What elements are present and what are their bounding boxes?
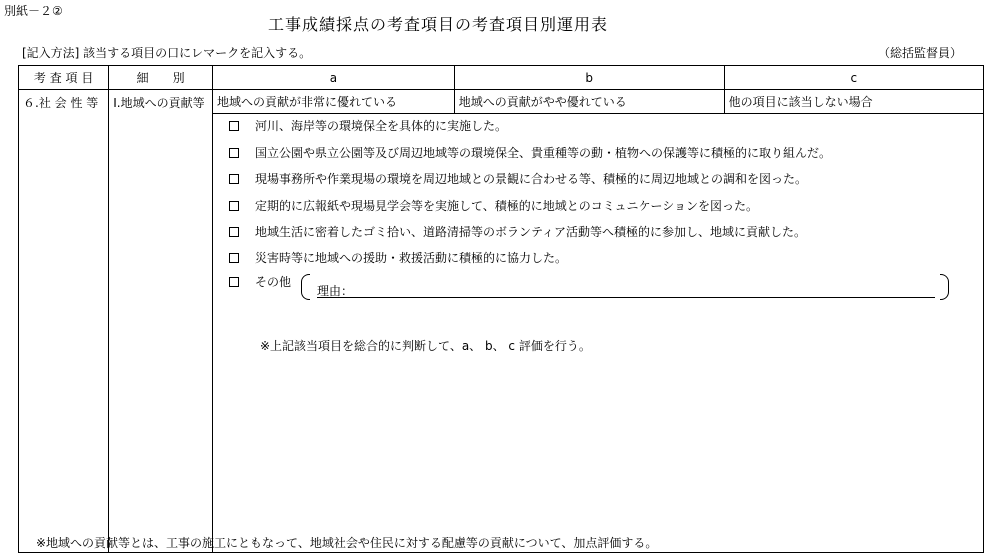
left-bracket xyxy=(301,274,310,300)
checklist-item: 災害時等に地域への援助・救援活動に積極的に協力した。 xyxy=(229,249,567,266)
checklist-item: 河川、海岸等の環境保全を具体的に実施した。 xyxy=(229,117,507,134)
checkbox[interactable] xyxy=(229,148,239,158)
reason-underline xyxy=(317,297,935,298)
role-label: （総括監督員） xyxy=(878,46,963,60)
item-cell: ６.社 会 性 等 xyxy=(19,90,109,553)
evaluation-table xyxy=(18,65,984,553)
right-bracket xyxy=(940,274,949,300)
document-reference: 別紙－２② xyxy=(4,4,63,18)
table-row xyxy=(19,90,984,114)
grade-b-description: 地域への貢献がやや優れている xyxy=(454,90,724,114)
checkbox[interactable] xyxy=(229,174,239,184)
page-title: 工事成績採点の考査項目の考査項目別運用表 xyxy=(268,15,609,34)
header-subitem: 細 別 xyxy=(109,66,213,90)
reason-label: 理由： xyxy=(317,284,354,298)
header-grade-c: c xyxy=(724,66,983,90)
checkbox[interactable] xyxy=(229,253,239,263)
grade-c-description: 他の項目に該当しない場合 xyxy=(724,90,983,114)
checklist-item: 国立公園や県立公園等及び周辺地域等の環境保全、貴重種等の動・植物への保護等に積極的に取り組んだ。 xyxy=(229,144,831,161)
entry-instructions: [記入方法] 該当する項目の口にレマークを記入する。 xyxy=(22,46,312,60)
table-header-row xyxy=(19,66,984,90)
header-item: 考 査 項 目 xyxy=(19,66,109,90)
subitem-cell: Ⅰ.地域への貢献等 xyxy=(109,90,213,553)
reason-field[interactable] xyxy=(301,274,949,300)
checklist-item: 地域生活に密着したゴミ拾い、道路清掃等のボランティア活動等へ積極的に参加し、地域に貢献した。 xyxy=(229,223,806,240)
header-grade-a: a xyxy=(213,66,455,90)
grade-a-description: 地域への貢献が非常に優れている xyxy=(213,90,455,114)
checklist-item: 定期的に広報紙や現場見学会等を実施して、積極的に地域とのコミュニケーションを図った。 xyxy=(229,197,758,214)
checkbox[interactable] xyxy=(229,121,239,131)
footnote: ※地域への貢献等とは、工事の施工にともなって、地域社会や住民に対する配慮等の貢献について、加点評価する。 xyxy=(36,536,658,550)
checklist-cell xyxy=(213,114,984,553)
header-grade-b: b xyxy=(454,66,724,90)
checkbox[interactable] xyxy=(229,227,239,237)
checkbox[interactable] xyxy=(229,201,239,211)
checklist-item: 現場事務所や作業現場の環境を周辺地域との景観に合わせる等、積極的に周辺地域との調和を図った。 xyxy=(229,170,807,187)
checkbox[interactable] xyxy=(229,277,239,287)
checklist-item-other: その他 xyxy=(229,273,291,290)
summary-note: ※上記該当項目を総合的に判断して、a、 b、 c 評価を行う。 xyxy=(260,339,591,353)
